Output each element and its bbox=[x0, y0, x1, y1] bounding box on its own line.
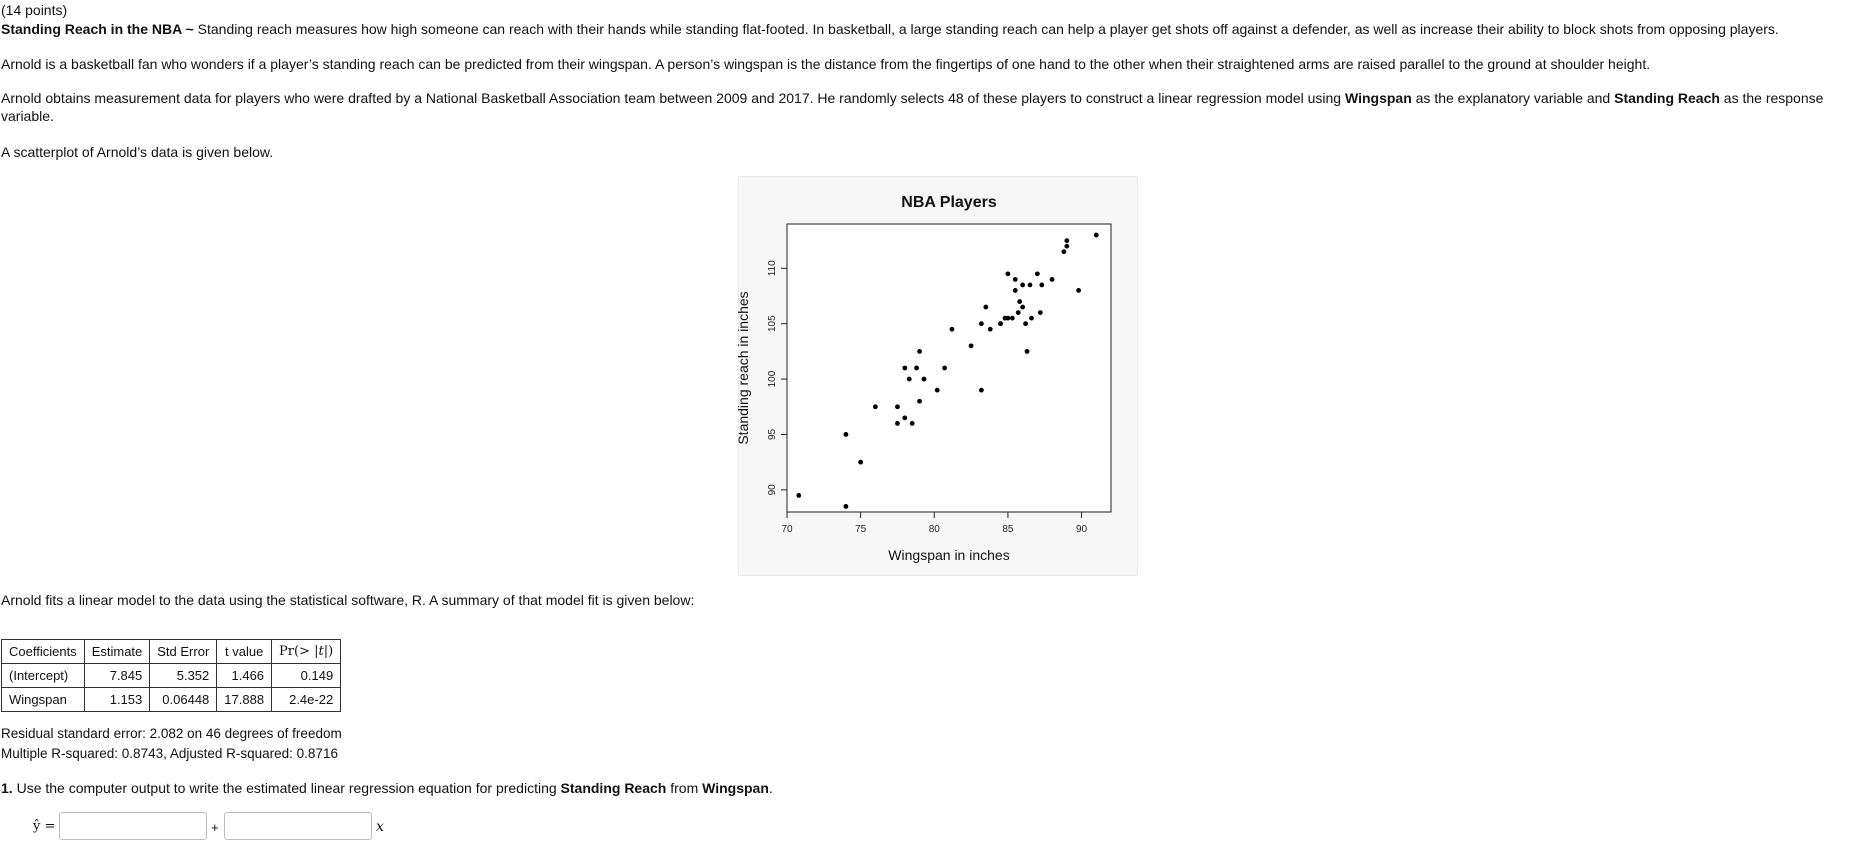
header-estimate: Estimate bbox=[84, 640, 150, 664]
x-tick-label: 90 bbox=[1075, 524, 1088, 535]
cell-t-value: 17.888 bbox=[217, 688, 272, 712]
intercept-input[interactable] bbox=[59, 812, 207, 840]
data-point bbox=[1025, 349, 1030, 354]
data-point bbox=[1064, 238, 1069, 243]
data-text-2: as the explanatory variable and bbox=[1411, 90, 1615, 106]
y-tick-label: 90 bbox=[767, 484, 778, 496]
data-point bbox=[979, 388, 984, 393]
data-point bbox=[1028, 283, 1033, 288]
data-point bbox=[1023, 321, 1028, 326]
r-squared-line: Multiple R-squared: 0.8743, Adjusted R-squared: 0.8716 bbox=[1, 746, 338, 761]
header-p-suffix: |) bbox=[323, 644, 334, 659]
table-row bbox=[2, 664, 341, 688]
y-tick-label: 95 bbox=[767, 428, 778, 441]
x-tick-label: 80 bbox=[928, 524, 940, 535]
header-p-value bbox=[272, 640, 341, 664]
cell-std-error: 5.352 bbox=[150, 664, 217, 688]
data-text-1: Arnold obtains measurement data for players who were drafted by a National Basketball Association team between 2009 and 2017. He randomly selects 48 of these players to construct a linear regression model using bbox=[1, 90, 1345, 106]
table-row bbox=[2, 688, 341, 712]
question-1 bbox=[1, 779, 773, 797]
data-point bbox=[1050, 277, 1055, 282]
fit-paragraph: Arnold fits a linear model to the data using the statistical software, R. A summary of that model fit is given below: bbox=[1, 592, 695, 608]
cell-std-error: 0.06448 bbox=[150, 688, 217, 712]
wingspan-paragraph: Arnold is a basketball fan who wonders if a player’s standing reach can be predicted from their wingspan. A person’s wingspan is the distance from the fingertips of one hand to the other when their straightened arms are raised parallel to the ground at shoulder height. bbox=[1, 56, 1651, 72]
y-tick-label: 110 bbox=[767, 260, 778, 277]
data-point bbox=[902, 366, 907, 371]
question-number: 1. bbox=[1, 780, 13, 796]
header-std-error: Std Error bbox=[150, 640, 217, 664]
data-point bbox=[858, 460, 863, 465]
residual-error-line: Residual standard error: 2.082 on 46 degrees of freedom bbox=[1, 726, 342, 741]
data-point bbox=[979, 321, 984, 326]
data-point bbox=[935, 388, 940, 393]
data-point bbox=[1061, 249, 1066, 254]
data-point bbox=[1020, 305, 1025, 310]
cell-p-value: 2.4e-22 bbox=[272, 688, 341, 712]
y-axis-label: Standing reach in inches bbox=[735, 291, 751, 445]
y-tick-label: 100 bbox=[767, 370, 778, 388]
intro-paragraph bbox=[1, 20, 1841, 38]
question-text-3: . bbox=[768, 780, 773, 796]
chart-title: NBA Players bbox=[901, 194, 997, 211]
scatterplot bbox=[735, 176, 1138, 576]
var-standing-reach: Standing Reach bbox=[1614, 90, 1720, 106]
slope-input[interactable] bbox=[224, 812, 372, 840]
data-point bbox=[983, 305, 988, 310]
points-label: (14 points) bbox=[1, 2, 68, 18]
data-point bbox=[895, 404, 900, 409]
data-point bbox=[844, 432, 849, 437]
data-point bbox=[1010, 316, 1015, 321]
data-point bbox=[1038, 310, 1043, 315]
data-paragraph bbox=[1, 89, 1841, 125]
plot-frame bbox=[787, 224, 1111, 512]
yhat-label: ŷ = bbox=[33, 819, 56, 834]
data-point bbox=[922, 377, 927, 382]
data-point bbox=[917, 399, 922, 404]
data-point bbox=[1039, 283, 1044, 288]
data-point bbox=[969, 343, 974, 348]
cell-p-value: 0.149 bbox=[272, 664, 341, 688]
y-tick-label: 105 bbox=[767, 315, 778, 333]
header-p-prefix: Pr(> | bbox=[279, 644, 319, 659]
x-tick-label: 70 bbox=[781, 524, 793, 535]
x-axis-label: Wingspan in inches bbox=[888, 547, 1010, 563]
x-label: x bbox=[376, 819, 384, 835]
data-point bbox=[1094, 233, 1099, 238]
question-text-1: Use the computer output to write the estimated linear regression equation for predicting bbox=[12, 780, 561, 796]
x-tick-label: 75 bbox=[855, 524, 867, 535]
cell-term: Wingspan bbox=[2, 688, 85, 712]
data-point bbox=[1006, 316, 1011, 321]
table-header-row bbox=[2, 640, 341, 664]
data-point bbox=[844, 504, 849, 509]
data-point bbox=[914, 366, 919, 371]
question-text-2: from bbox=[666, 780, 703, 796]
scatter-intro: A scatterplot of Arnold’s data is given below. bbox=[1, 144, 274, 160]
data-point bbox=[1064, 244, 1069, 249]
data-point bbox=[917, 349, 922, 354]
scatterplot-svg bbox=[735, 177, 1137, 575]
cell-estimate: 7.845 bbox=[84, 664, 150, 688]
data-point bbox=[942, 366, 947, 371]
data-point bbox=[910, 421, 915, 426]
intro-text: Standing reach measures how high someone can reach with their hands while standing flat-footed. In basketball, a large standing reach can help a player get shots off against a defender, as well as increase their ability to block shots from opposing players. bbox=[193, 21, 1779, 37]
data-point bbox=[1006, 271, 1011, 276]
question-var-2: Wingspan bbox=[702, 780, 769, 796]
data-point bbox=[895, 421, 900, 426]
cell-t-value: 1.466 bbox=[217, 664, 272, 688]
data-point bbox=[988, 327, 993, 332]
x-tick-label: 85 bbox=[1002, 524, 1014, 535]
data-point bbox=[1076, 288, 1081, 293]
intro-title: Standing Reach in the NBA ~ bbox=[1, 21, 194, 37]
data-point bbox=[1035, 271, 1040, 276]
data-point bbox=[1017, 299, 1022, 304]
header-t-value: t value bbox=[217, 640, 272, 664]
data-point bbox=[1013, 288, 1018, 293]
cell-term: (Intercept) bbox=[2, 664, 85, 688]
data-point bbox=[1013, 277, 1018, 282]
data-point bbox=[907, 377, 912, 382]
header-p-var: t bbox=[318, 644, 324, 659]
data-point bbox=[873, 404, 878, 409]
data-point bbox=[1020, 283, 1025, 288]
data-point bbox=[1029, 316, 1034, 321]
data-point bbox=[796, 493, 801, 498]
data-text-3: as the response variable. bbox=[1, 90, 1824, 124]
data-point bbox=[1016, 310, 1021, 315]
var-wingspan: Wingspan bbox=[1344, 90, 1412, 106]
data-point bbox=[902, 415, 907, 420]
header-coefficients: Coefficients bbox=[2, 640, 85, 664]
data-point bbox=[998, 321, 1003, 326]
plus-sign: + bbox=[211, 820, 219, 835]
question-var-1: Standing Reach bbox=[560, 780, 667, 796]
cell-estimate: 1.153 bbox=[84, 688, 150, 712]
data-point bbox=[950, 327, 955, 332]
coefficients-table bbox=[1, 639, 341, 712]
